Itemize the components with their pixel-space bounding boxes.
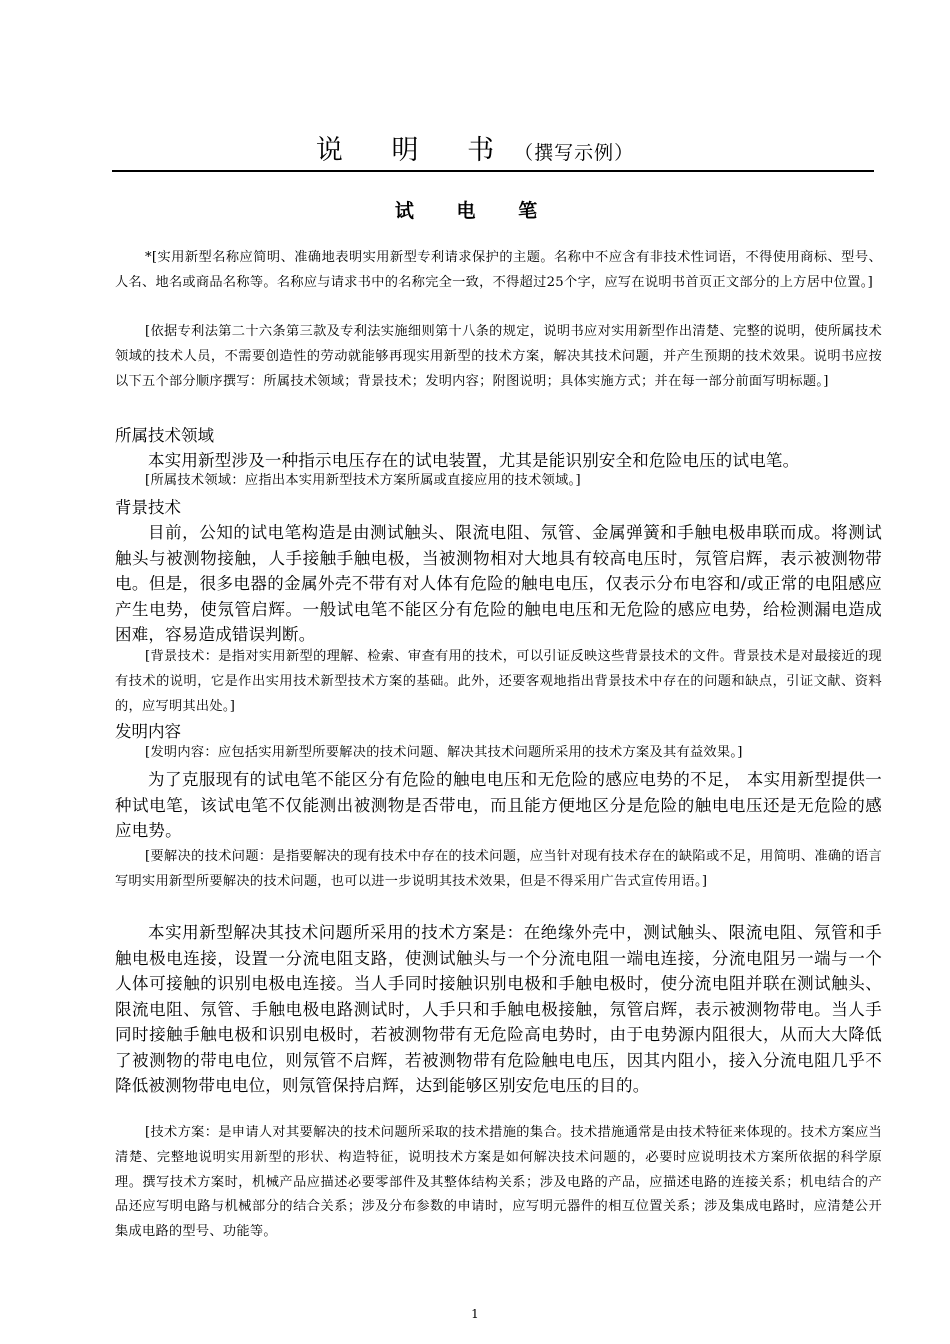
heading-summary: 发明内容 [115,722,181,741]
body-problem: 为了克服现有的试电笔不能区分有危险的触电电压和无危险的感应电势的不足， 本实用新型提供一种试电笔，该试电笔不仅能测出被测物是否带电，而且能方便地区分是危险的触电电压还是无危险的感应电势。 [115,770,882,840]
document-title: 说 明 书 [315,135,515,166]
note-structure-rule: [依据专利法第二十六条第三款及专利法实施细则第十八条的规定，说明书应对实用新型作出清楚、完整的说明，使所属技术领域的技术人员，不需要创造性的劳动就能够再现实用新型的技术方案，解决其技术问题，并产生预期的技术效果。说明书应按以下五个部分顺序撰写：所属技术领域；背景技术；发明内容；附图说明；具体实施方式；并在每一部分前面写明标题。] [115,324,882,389]
note-problem: [要解决的技术问题：是指要解决的现有技术中存在的技术问题，应当针对现有技术存在的缺陷或不足，用简明、准确的语言写明实用新型所要解决的技术问题，也可以进一步说明其技术效果，但是不得采用广告式宣传用语。] [115,849,882,889]
note-background: [背景技术：是指对实用新型的理解、检索、审查有用的技术，可以引证反映这些背景技术的文件。背景技术是对最接近的现有技术的说明，它是作出实用技术新型技术方案的基础。此外，还要客观地指出背景技术中存在的问题和缺点，引证文献、资料的，应写明其出处。] [115,649,882,714]
document-subtitle: （撰写示例） [514,142,635,164]
note-name-rule: *[实用新型名称应简明、准确地表明实用新型专利请求保护的主题。名称中不应含有非技术性词语，不得使用商标、型号、人名、地名或商品名称等。名称应与请求书中的名称完全一致，不得超过25个字，应写在说明书首页正文部分的上方居中位置。] [115,250,882,290]
page-number: 1 [471,1307,479,1321]
note-summary: [发明内容：应包括实用新型所要解决的技术问题、解决其技术问题所采用的技术方案及其有益效果。] [145,745,743,760]
body-background: 目前，公知的试电笔构造是由测试触头、限流电阻、氖管、金属弹簧和手触电极串联而成。将测试触头与被测物接触，人手接触手触电极，当被测物相对大地具有较高电压时，氖管启辉，表示被测物带电。但是，很多电器的金属外壳不带有对人体有危险的触电电压，仅表示分布电容和/或正常的电阻感应产生电势，使氖管启辉。一般试电笔不能区分有危险的触电电压和无危险的感应电势，给检测漏电造成困难，容易造成错误判断。 [115,523,882,644]
document-header [0,128,950,167]
header-rule [112,170,874,172]
note-solution: [技术方案：是申请人对其要解决的技术问题所采取的技术措施的集合。技术措施通常是由技术特征来体现的。技术方案应当清楚、完整地说明实用新型的形状、构造特征，说明技术方案是如何解决技术问题的，必要时应说明技术方案所依据的科学原理。撰写技术方案时，机械产品应描述必要零部件及其整体结构关系；涉及电路的产品，应描述电路的连接关系；机电结合的产品还应写明电路与机械部分的结合关系；涉及分布参数的申请时，应写明元器件的相互位置关系；涉及集成电路时，应清楚公开集成电路的型号、功能等。 [115,1125,882,1240]
heading-technical-field: 所属技术领域 [115,426,214,445]
invention-name: 试 电 笔 [394,200,556,222]
body-technical-field: 本实用新型涉及一种指示电压存在的试电装置，尤其是能识别安全和危险电压的试电笔。 [148,451,800,470]
heading-background: 背景技术 [115,498,181,517]
body-solution: 本实用新型解决其技术问题所采用的技术方案是：在绝缘外壳中，测试触头、限流电阻、氖管和手触电极电连接，设置一分流电阻支路，使测试触头与一个分流电阻一端电连接，分流电阻另一端与一个人体可接触的识别电极电连接。当人手同时接触识别电极和手触电极时，使分流电阻并联在测试触头、限流电阻、氖管、手触电极电路测试时，人手只和手触电极接触，氖管启辉，表示被测物带电。当人手同时接触手触电极和识别电极时，若被测物带有无危险高电势时，由于电势源内阻很大，从而大大降低了被测物的带电电位，则氖管不启辉，若被测物带有危险触电电压，因其内阻小，接入分流电阻几乎不降低被测物带电电位，则氖管保持启辉，达到能够区别安危电压的目的。 [115,923,882,1095]
note-technical-field: [所属技术领域：应指出本实用新型技术方案所属或直接应用的技术领域。] [145,473,581,488]
